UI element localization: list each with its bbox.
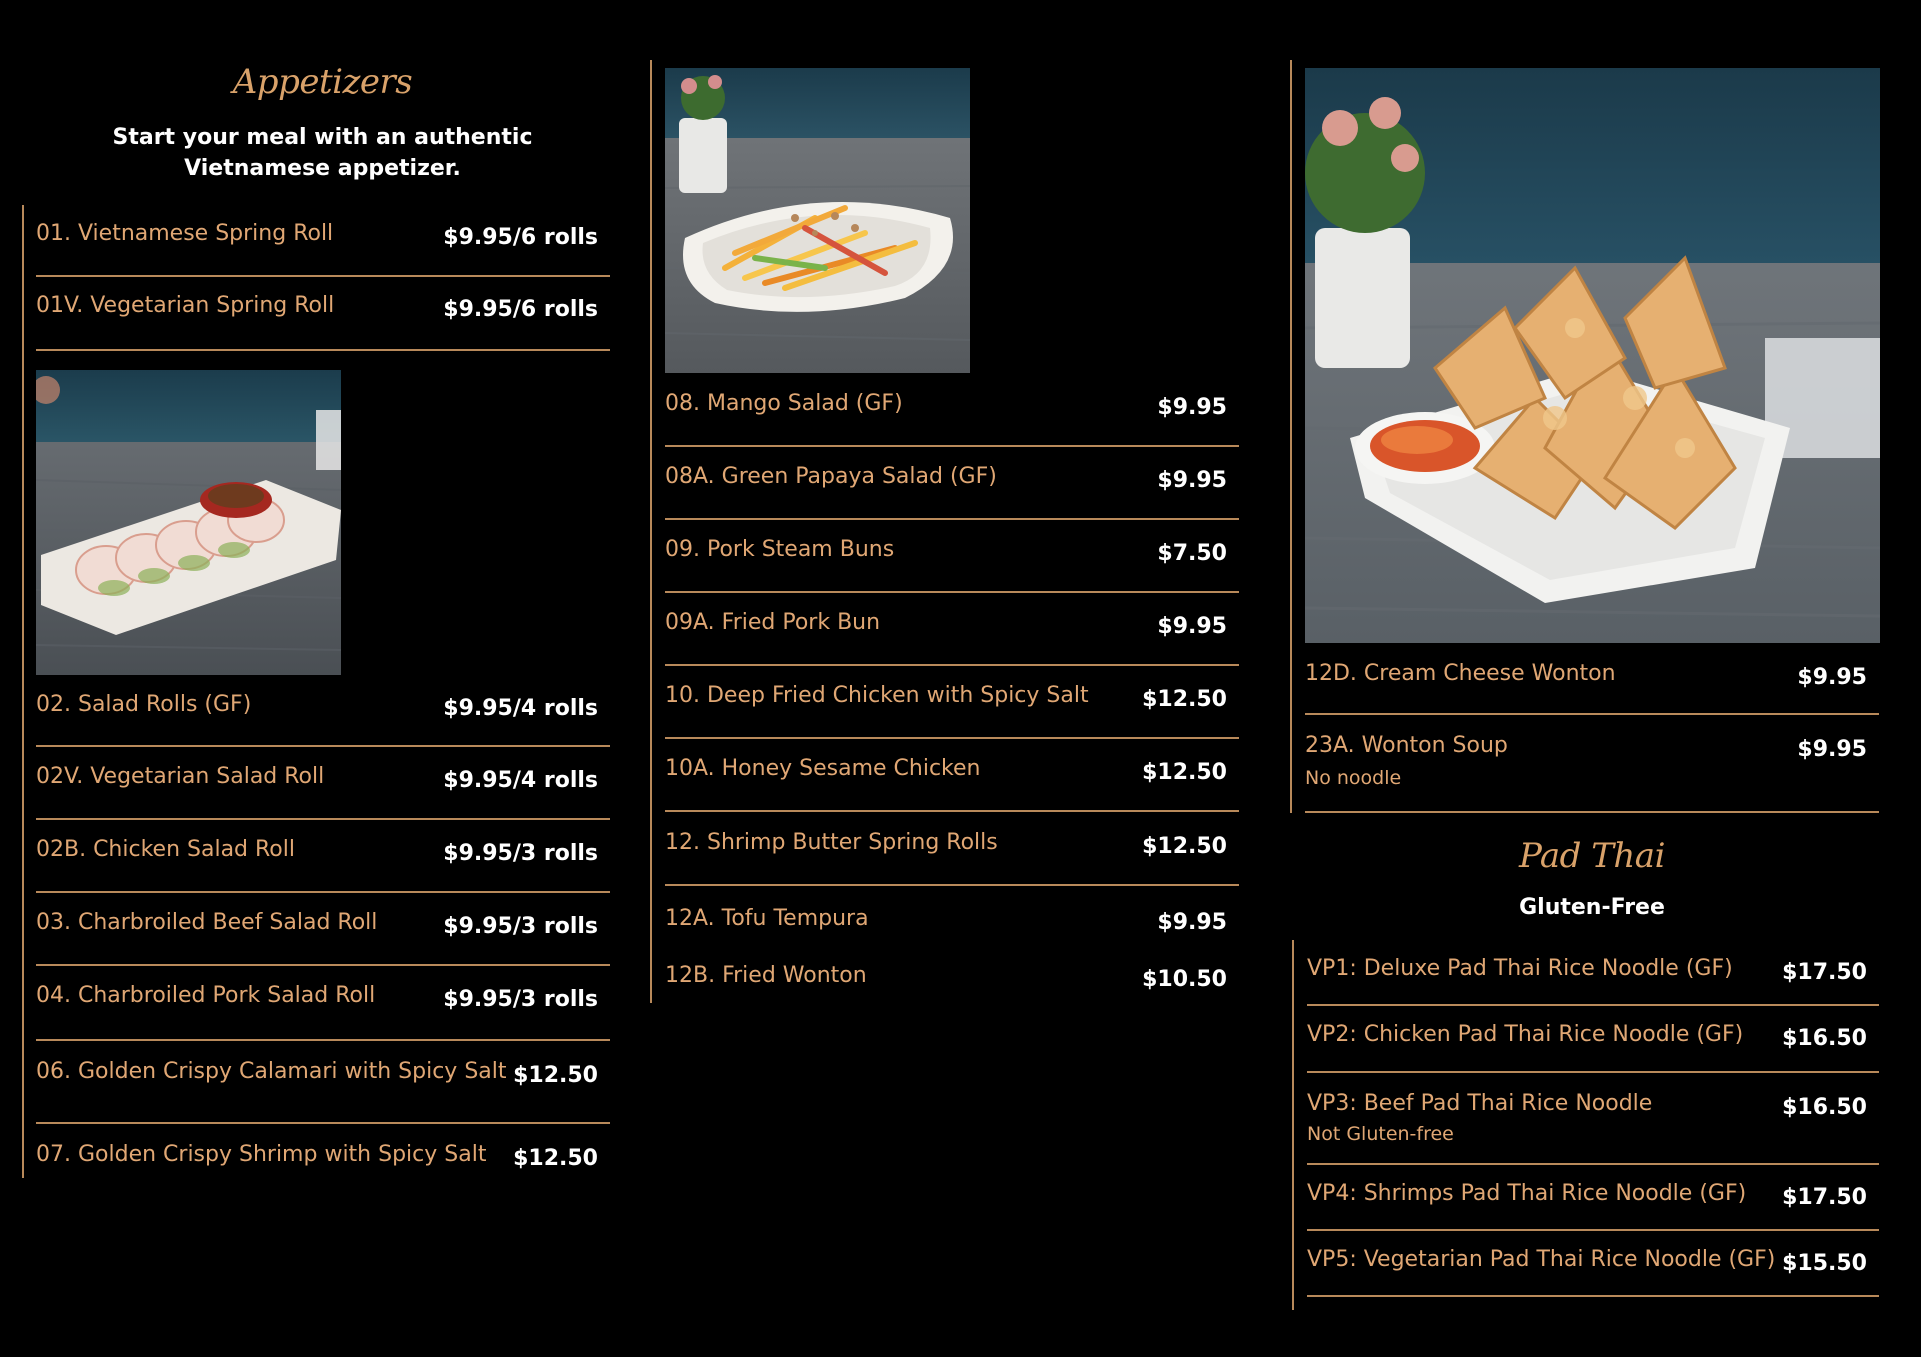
item-price: $9.95 [1797, 665, 1867, 690]
item-name: 08A. Green Papaya Salad (GF) [665, 464, 997, 489]
item-name: VP1: Deluxe Pad Thai Rice Noodle (GF) [1307, 956, 1733, 981]
menu-item [36, 205, 610, 277]
item-name: VP2: Chicken Pad Thai Rice Noodle (GF) [1307, 1022, 1744, 1047]
item-price: $17.50 [1782, 960, 1867, 985]
item-name: 12D. Cream Cheese Wonton [1305, 661, 1616, 686]
menu-item [36, 675, 610, 747]
item-price: $9.95/4 rolls [443, 696, 598, 721]
menu-item [665, 666, 1239, 739]
item-name: 09A. Fried Pork Bun [665, 610, 881, 635]
salad-rolls-photo [36, 370, 341, 675]
menu-item [36, 1041, 610, 1124]
item-name: 10. Deep Fried Chicken with Spicy Salt [665, 683, 1089, 708]
cream-cheese-wonton-photo [1305, 68, 1880, 643]
item-name: 06. Golden Crispy Calamari with Spicy Salt [36, 1059, 507, 1084]
menu-item [36, 820, 610, 893]
item-price: $12.50 [513, 1063, 598, 1088]
item-name: 02B. Chicken Salad Roll [36, 837, 295, 862]
item-name: 07. Golden Crispy Shrimp with Spicy Salt [36, 1142, 487, 1167]
item-name: 04. Charbroiled Pork Salad Roll [36, 983, 376, 1008]
menu-item [665, 375, 1239, 447]
right-vertical-rule-top [1290, 60, 1292, 813]
mango-salad-photo [665, 68, 970, 373]
pad-thai-list [1307, 940, 1879, 1300]
item-price: $9.95/3 rolls [443, 914, 598, 939]
item-name: 03. Charbroiled Beef Salad Roll [36, 910, 378, 935]
menu-item [36, 747, 610, 820]
item-price: $12.50 [1142, 834, 1227, 859]
wonton-image [1305, 68, 1880, 643]
item-name: 02V. Vegetarian Salad Roll [36, 764, 325, 789]
item-name: 10A. Honey Sesame Chicken [665, 756, 981, 781]
item-price: $16.50 [1782, 1026, 1867, 1051]
menu-item [36, 966, 610, 1041]
menu-item [665, 812, 1239, 886]
item-price: $15.50 [1782, 1251, 1867, 1276]
appetizers-heading: Appetizers [232, 62, 413, 102]
item-price: $9.95 [1157, 395, 1227, 420]
item-price: $12.50 [1142, 687, 1227, 712]
item-name: 23A. Wonton Soup [1305, 733, 1508, 758]
menu-item [1307, 1231, 1879, 1297]
item-price: $9.95 [1157, 468, 1227, 493]
pad-thai-heading: Pad Thai [1519, 836, 1665, 876]
item-name: 02. Salad Rolls (GF) [36, 692, 252, 717]
right-list [1305, 643, 1879, 813]
item-price: $16.50 [1782, 1095, 1867, 1120]
middle-list [665, 375, 1239, 1005]
appetizers-list-top [36, 205, 610, 351]
right-column [1280, 0, 1921, 1357]
salad-rolls-image [36, 370, 341, 675]
item-price: $17.50 [1782, 1185, 1867, 1210]
item-price: $10.50 [1142, 967, 1227, 992]
menu-item [665, 520, 1239, 593]
item-name: 01. Vietnamese Spring Roll [36, 221, 334, 246]
item-name: VP3: Beef Pad Thai Rice Noodle [1307, 1091, 1653, 1116]
menu-item [1305, 715, 1879, 813]
menu-item [1307, 1006, 1879, 1073]
menu-item [665, 593, 1239, 666]
menu-item [36, 1124, 610, 1174]
menu-item [1305, 643, 1879, 715]
item-price: $12.50 [1142, 760, 1227, 785]
item-name: VP5: Vegetarian Pad Thai Rice Noodle (GF) [1307, 1247, 1776, 1272]
middle-column [640, 0, 1240, 1357]
item-name: 08. Mango Salad (GF) [665, 391, 903, 416]
menu-item [36, 893, 610, 966]
right-vertical-rule-bottom [1292, 940, 1294, 1310]
menu-item [1307, 1073, 1879, 1165]
menu-item [1307, 1165, 1879, 1231]
item-name: 12B. Fried Wonton [665, 963, 867, 988]
item-name: VP4: Shrimps Pad Thai Rice Noodle (GF) [1307, 1181, 1747, 1206]
middle-vertical-rule [650, 60, 652, 1003]
pad-thai-subtitle: Gluten-Free [1519, 895, 1665, 920]
appetizers-column [0, 0, 640, 1357]
item-price: $9.95 [1157, 910, 1227, 935]
menu-item [665, 447, 1239, 520]
appetizers-vertical-rule [22, 205, 24, 1178]
item-note: Not Gluten-free [1307, 1123, 1454, 1145]
menu-item [665, 945, 1239, 1003]
menu-item [36, 277, 610, 351]
appetizers-subtitle: Start your meal with an authentic Vietnamese appetizer. [112, 125, 533, 181]
item-name: 01V. Vegetarian Spring Roll [36, 293, 335, 318]
item-price: $9.95 [1157, 614, 1227, 639]
item-price: $12.50 [513, 1146, 598, 1171]
appetizers-list-bottom [36, 675, 610, 1175]
item-price: $9.95/4 rolls [443, 768, 598, 793]
item-note: No noodle [1305, 767, 1402, 789]
item-price: $9.95/3 rolls [443, 841, 598, 866]
mango-salad-image [665, 68, 970, 373]
item-name: 09. Pork Steam Buns [665, 537, 895, 562]
item-name: 12A. Tofu Tempura [665, 906, 869, 931]
menu-item [665, 886, 1239, 944]
menu-item [1307, 940, 1879, 1006]
item-name: 12. Shrimp Butter Spring Rolls [665, 830, 998, 855]
item-price: $9.95 [1797, 737, 1867, 762]
item-price: $9.95/6 rolls [443, 297, 598, 322]
menu-item [665, 739, 1239, 812]
item-price: $7.50 [1157, 541, 1227, 566]
item-price: $9.95/3 rolls [443, 987, 598, 1012]
item-price: $9.95/6 rolls [443, 225, 598, 250]
